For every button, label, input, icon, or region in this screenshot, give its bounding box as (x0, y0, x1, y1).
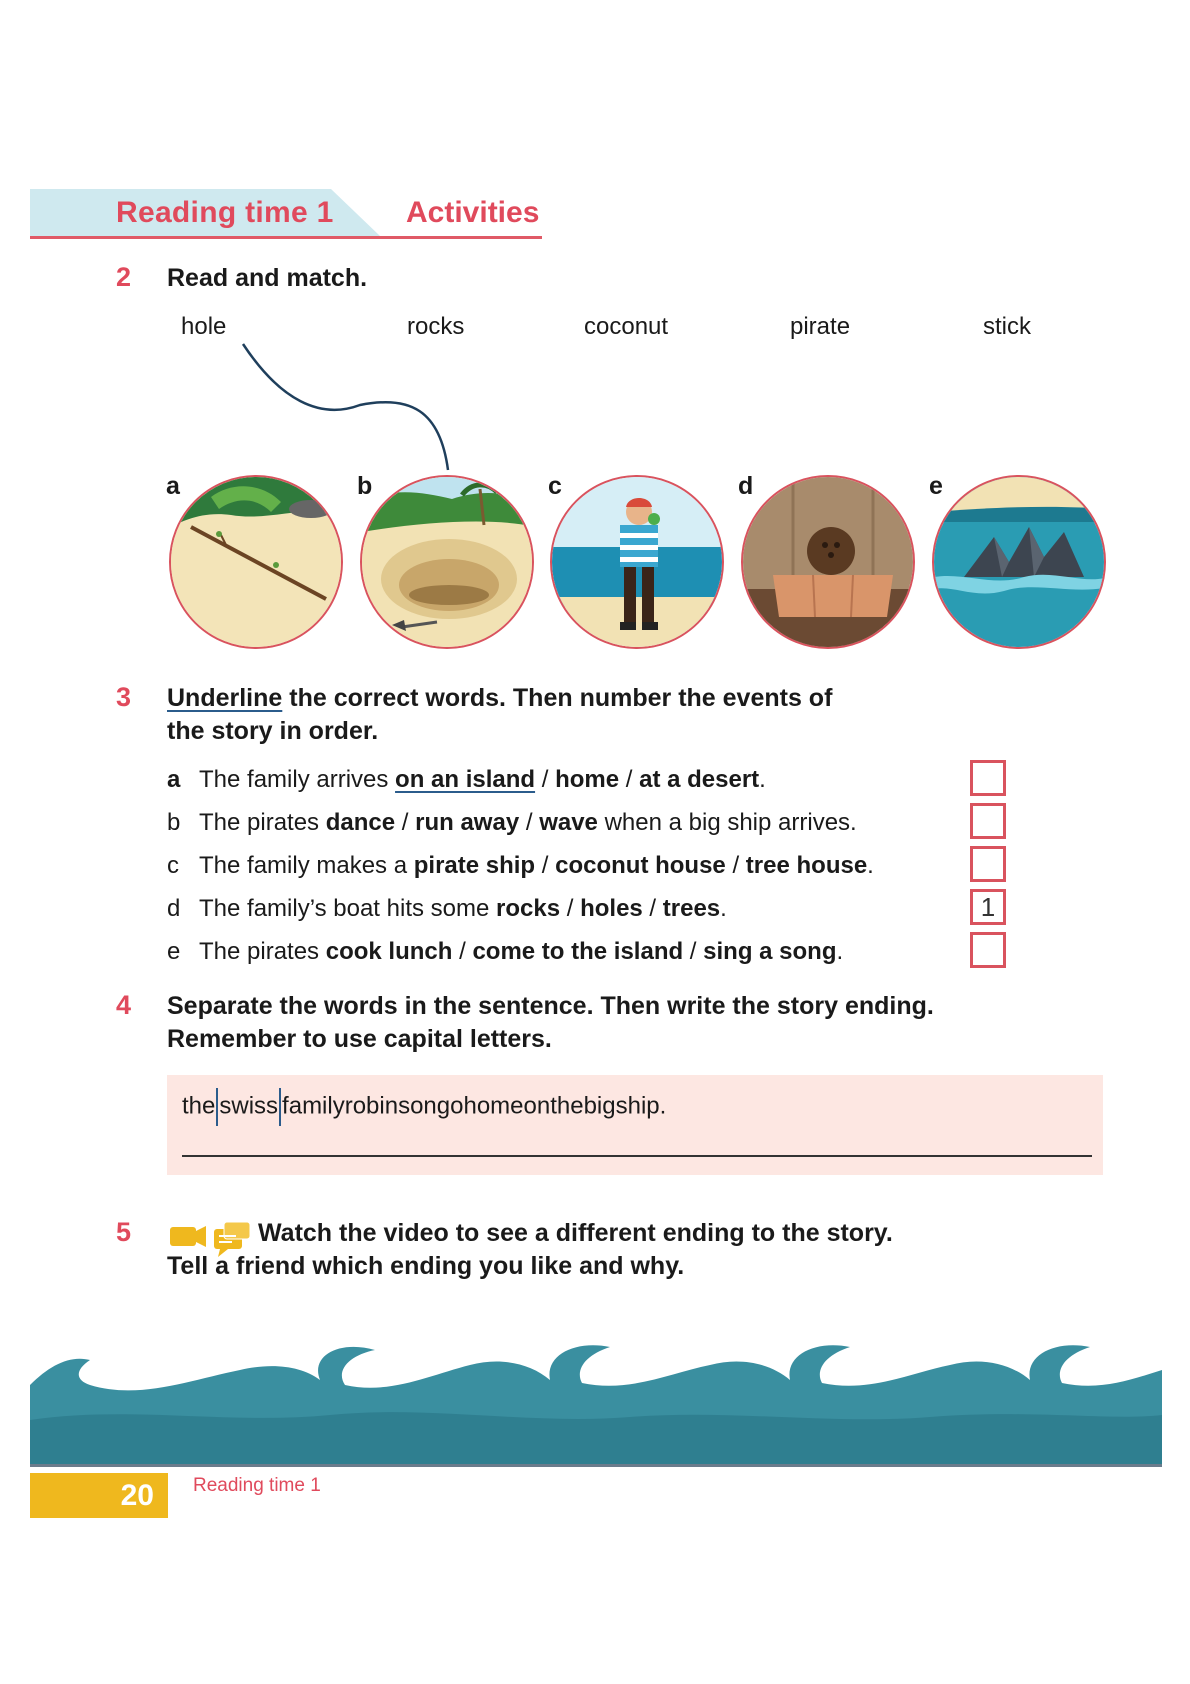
word-separator (279, 1088, 281, 1126)
ex2-instruction: Read and match. (167, 264, 368, 292)
ex4-number: 4 (116, 990, 132, 1020)
ex3-underline-word: Underline (167, 684, 283, 712)
page-number: 20 (120, 1479, 154, 1512)
statement-b: b The pirates dance / run away / wave when a big ship arrives. (167, 809, 857, 836)
order-box-c[interactable] (970, 846, 1006, 882)
picture-coconut (741, 475, 915, 649)
word-stick: stick (983, 313, 1031, 340)
ex3-number: 3 (116, 682, 132, 712)
word-pirate: pirate (790, 313, 851, 340)
order-box-a[interactable] (970, 760, 1006, 796)
header-title: Reading time 1 (116, 196, 334, 229)
order-box-b[interactable] (970, 803, 1006, 839)
footer-title: Reading time 1 (193, 1475, 321, 1496)
letter-c: c (548, 472, 562, 500)
order-box-d[interactable]: 1 (970, 889, 1006, 925)
ex4-instruction: Separate the words in the sentence. Then write the story ending. Remember to use capital letters. (167, 992, 934, 1053)
letter-a: a (166, 472, 180, 500)
letter-d: d (738, 472, 754, 500)
match-line (0, 0, 1190, 500)
statement-c: c The family makes a pirate ship / coconut house / tree house. (167, 852, 874, 879)
letter-e: e (929, 472, 943, 500)
statement-a: a The family arrives on an island / home / at a desert. (167, 766, 766, 793)
ex5-number: 5 (116, 1217, 132, 1247)
statement-d: d The family’s boat hits some rocks / holes / trees. (167, 895, 727, 922)
order-box-e[interactable] (970, 932, 1006, 968)
statement-e: e The pirates cook lunch / come to the island / sing a song. (167, 938, 844, 965)
word-hole: hole (181, 313, 227, 340)
picture-hole (360, 475, 534, 649)
word-rocks: rocks (407, 313, 465, 340)
header-section: Activities (406, 196, 540, 229)
picture-rocks (932, 475, 1106, 649)
ex5-instruction: Watch the video to see a different ending to the story. Tell a friend which ending you like and why. (167, 1219, 893, 1280)
wave-decoration (30, 1325, 1162, 1465)
picture-pirate (550, 475, 724, 649)
writing-line[interactable] (182, 1155, 1092, 1157)
ex3-instruction-line2: the story in order. (167, 717, 379, 745)
picture-stick (169, 475, 343, 649)
letter-b: b (357, 472, 373, 500)
jumbled-sentence: the swiss familyrobinsongohomeonthebigship. (182, 1088, 666, 1126)
word-coconut: coconut (584, 313, 669, 340)
footer-rule (30, 1464, 1162, 1467)
ex3-instruction (167, 682, 832, 748)
option-underlined[interactable]: on an island (395, 766, 536, 793)
ex2-number: 2 (116, 262, 132, 292)
ex3-instruction-rest: the correct words. Then number the events of (282, 684, 833, 712)
